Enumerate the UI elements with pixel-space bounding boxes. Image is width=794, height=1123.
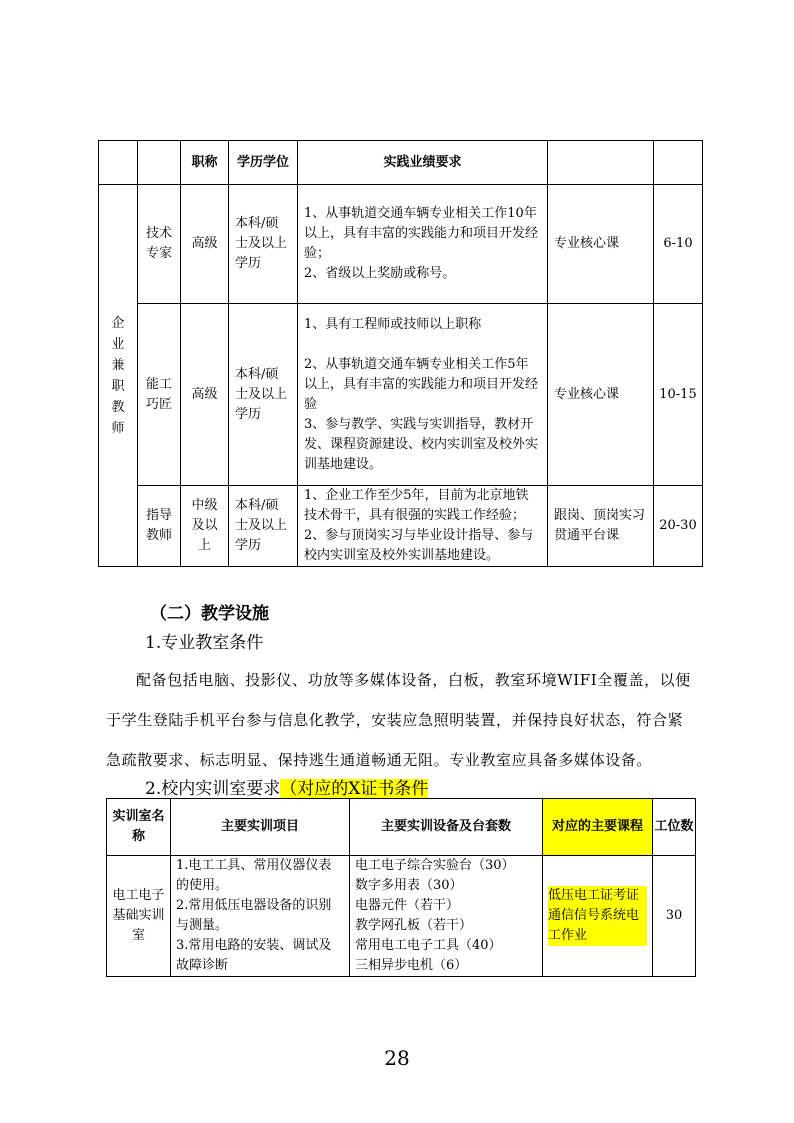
header-name: 实训室名称 [107, 799, 171, 856]
equipment-line: 数字多用表（30） [355, 878, 463, 893]
requirement-line: 2、参与顶岗实习与毕业设计指导、参与校内实训室及校外实训基地建设。 [304, 528, 534, 563]
degree-cell: 本科/硕士及以上学历 [229, 486, 298, 567]
degree-cell: 本科/硕士及以上学历 [229, 185, 298, 304]
requirement-line: 3、参与教学、实践与实训指导，教材开发、课程资源建设、校内实训室及校外实训基地建设。 [304, 416, 539, 472]
count-cell: 10-15 [654, 304, 703, 486]
table-row [99, 304, 703, 486]
title-cell: 高级 [181, 304, 229, 486]
table-row [99, 486, 703, 567]
item-line: 3.常用电路的安装、调试及故障诊断 [176, 938, 332, 973]
requirement-cell [298, 304, 548, 486]
requirement-line: 2、从事轨道交通车辆专业相关工作5年以上，具有丰富的实践能力和项目开发经验 [304, 356, 539, 412]
group-label: 企业兼职教师 [99, 185, 138, 567]
course-line: 通信信号系统电工作业 [548, 906, 647, 946]
count-cell: 6-10 [654, 185, 703, 304]
equipment-line: 电工电子综合实验台（30） [355, 858, 515, 873]
header-equipment: 主要实训设备及台套数 [350, 799, 543, 856]
header-items: 主要实训项目 [171, 799, 350, 856]
highlighted-note: （对应的X证书条件 [280, 779, 429, 799]
section-heading: （二）教学设施 [150, 604, 269, 624]
subsection-title-text: 2.校内实训室要求 [145, 779, 281, 799]
table-row [107, 856, 696, 977]
count-cell: 20-30 [654, 486, 703, 567]
equipment-cell [350, 856, 543, 977]
header-degree: 学历学位 [229, 141, 298, 185]
equipment-line: 常用电工电子工具（40） [355, 938, 502, 953]
requirement-line [304, 335, 541, 355]
table-row [99, 185, 703, 304]
equipment-line: 三相异步电机（6） [355, 958, 468, 973]
course-cell: 跟岗、顶岗实习贯通平台课 [548, 486, 654, 567]
page-number: 28 [384, 1046, 410, 1070]
role-cell: 指导教师 [138, 486, 181, 567]
requirement-line: 1、从事轨道交通车辆专业相关工作10年以上，具有丰富的实践能力和项目开发经验； [304, 206, 539, 261]
role-cell: 能工巧匠 [138, 304, 181, 486]
item-line: 2.常用低压电器设备的识别与测量。 [176, 898, 332, 933]
title-cell: 高级 [181, 185, 229, 304]
requirement-line: 1、企业工作至少5年，目前为北京地铁技术骨干，具有很强的实践工作经验； [304, 488, 529, 523]
stations-cell: 30 [653, 856, 696, 977]
course-line: 低压电工证考证 [548, 886, 647, 906]
header-title: 职称 [181, 141, 229, 185]
classroom-paragraph: 配备包括电脑、投影仪、功放等多媒体设备，白板，教室环境WIFI全覆盖，以便于学生登陆手机平台参与信息化教学，安装应急照明装置，并保持良好状态，符合紧急疏散要求、标志明显、保持逃生通道畅通无阻。专业教室应具备多媒体设备。 [106, 671, 691, 769]
training-room-table [106, 798, 696, 977]
header-courses: 对应的主要课程 [543, 799, 653, 856]
equipment-line: 教学网孔板（若干） [355, 918, 473, 933]
header-stations: 工位数 [653, 799, 696, 856]
equipment-line: 电器元件（若干） [355, 898, 460, 913]
teacher-requirements-table [98, 140, 703, 567]
degree-cell: 本科/硕士及以上学历 [229, 304, 298, 486]
subsection-title-training-room [145, 774, 428, 799]
requirement-cell [298, 185, 548, 304]
courses-cell [543, 856, 653, 977]
requirement-cell [298, 486, 548, 567]
header-requirement: 实践业绩要求 [298, 141, 548, 185]
requirement-line: 1、具有工程师或技师以上职称 [304, 316, 482, 332]
course-cell: 专业核心课 [548, 185, 654, 304]
title-cell: 中级及以上 [181, 486, 229, 567]
room-name-cell: 电工电子基础实训室 [107, 856, 171, 977]
course-cell: 专业核心课 [548, 304, 654, 486]
requirement-line: 2、省级以上奖励或称号。 [304, 266, 456, 281]
role-cell: 技术专家 [138, 185, 181, 304]
subsection-title-classroom: 1.专业教室条件 [145, 633, 264, 653]
items-cell [171, 856, 350, 977]
table-header-row [107, 799, 696, 856]
table-header-row [99, 141, 703, 185]
item-line: 1.电工工具、常用仪器仪表的使用。 [176, 858, 332, 893]
